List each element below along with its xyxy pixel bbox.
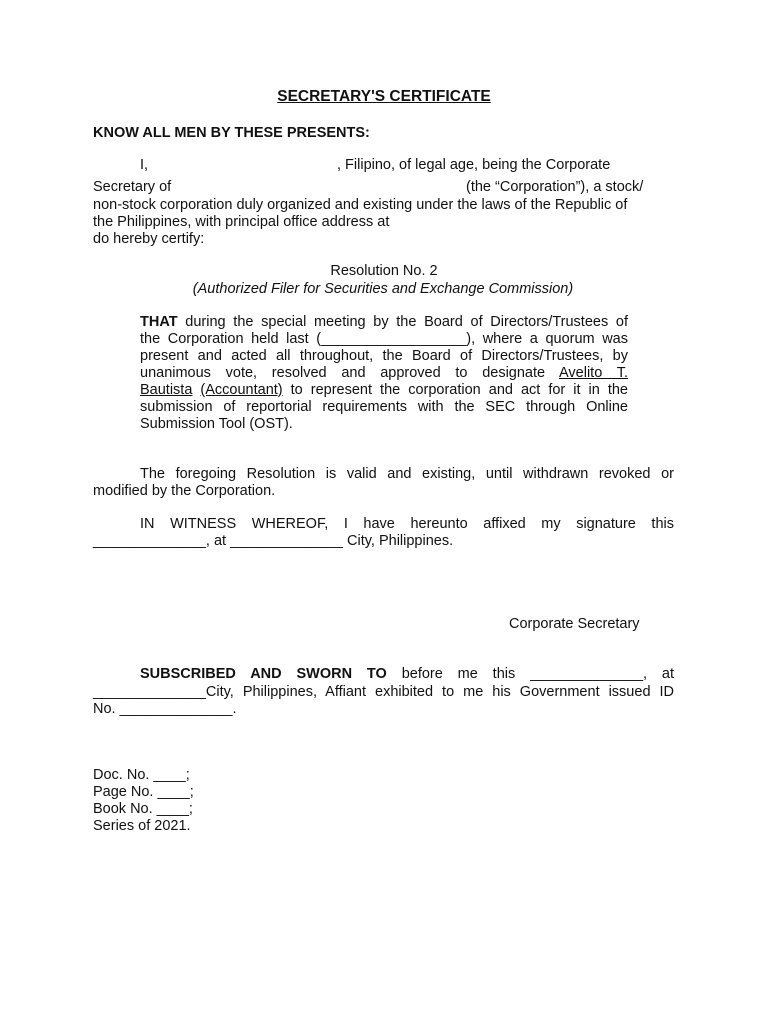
subscribed-keyword: SUBSCRIBED AND SWORN TO	[140, 666, 387, 682]
that-line-5-text: to represent the corporation and act for it in the	[290, 382, 628, 398]
document-title: SECRETARY'S CERTIFICATE	[277, 88, 491, 105]
intro-line-3: non-stock corporation duly organized and existing under the laws of the Republic of	[93, 197, 628, 213]
intro-line-4: the Philippines, with principal office address at	[93, 214, 390, 230]
intro-line-5: do hereby certify:	[93, 231, 205, 247]
that-line-6: submission of reportorial requirements with the SEC through Online	[140, 399, 628, 415]
notary-page-no: Page No. ____;	[93, 784, 194, 800]
foregoing-line-1: The foregoing Resolution is valid and existing, until withdrawn revoked or	[140, 466, 674, 482]
that-line-4	[140, 365, 628, 382]
subscribed-line-1	[140, 666, 674, 683]
that-line-4-text: unanimous vote, resolved and approved to designate	[140, 365, 546, 381]
subscribed-line-3: No. ______________.	[93, 701, 237, 717]
notary-doc-no: Doc. No. ____;	[93, 767, 190, 783]
witness-line-2: ______________, at ______________ City, Philippines.	[93, 533, 454, 549]
designee-first-name: Avelito T.	[559, 365, 629, 381]
that-line-5	[140, 382, 628, 399]
foregoing-line-2: modified by the Corporation.	[93, 483, 276, 499]
that-line-2: the Corporation held last (__________________), where a quorum was	[140, 331, 628, 347]
that-line-3: present and acted all throughout, the Board of Directors/Trustees, by	[140, 348, 628, 364]
that-keyword: THAT	[140, 314, 178, 330]
designee-last-name: Bautista	[140, 382, 193, 398]
designee-role: (Accountant)	[200, 382, 283, 398]
that-line-7: Submission Tool (OST).	[140, 416, 293, 432]
that-line-1	[140, 314, 628, 331]
intro-filipino: , Filipino, of legal age, being the Corporate	[337, 157, 611, 173]
know-all-heading: KNOW ALL MEN BY THESE PRESENTS:	[93, 125, 370, 141]
subscribed-line-1-text: before me this ______________, at	[401, 666, 674, 682]
notary-series: Series of 2021.	[93, 818, 191, 834]
intro-i: I,	[140, 157, 149, 173]
witness-line-1: IN WITNESS WHEREOF, I have hereunto affixed my signature this	[140, 516, 674, 532]
resolution-number: Resolution No. 2	[330, 263, 438, 279]
notary-book-no: Book No. ____;	[93, 801, 193, 817]
subscribed-line-2: ______________City, Philippines, Affiant exhibited to me his Government issued ID	[93, 684, 674, 700]
intro-secretary-of: Secretary of	[93, 179, 172, 195]
signatory-title: Corporate Secretary	[509, 616, 640, 632]
resolution-subtitle: (Authorized Filer for Securities and Exchange Commission)	[192, 281, 574, 297]
intro-the-corporation: (the “Corporation”), a stock/	[466, 179, 644, 195]
that-line-1-text: during the special meeting by the Board of Directors/Trustees of	[185, 314, 628, 330]
